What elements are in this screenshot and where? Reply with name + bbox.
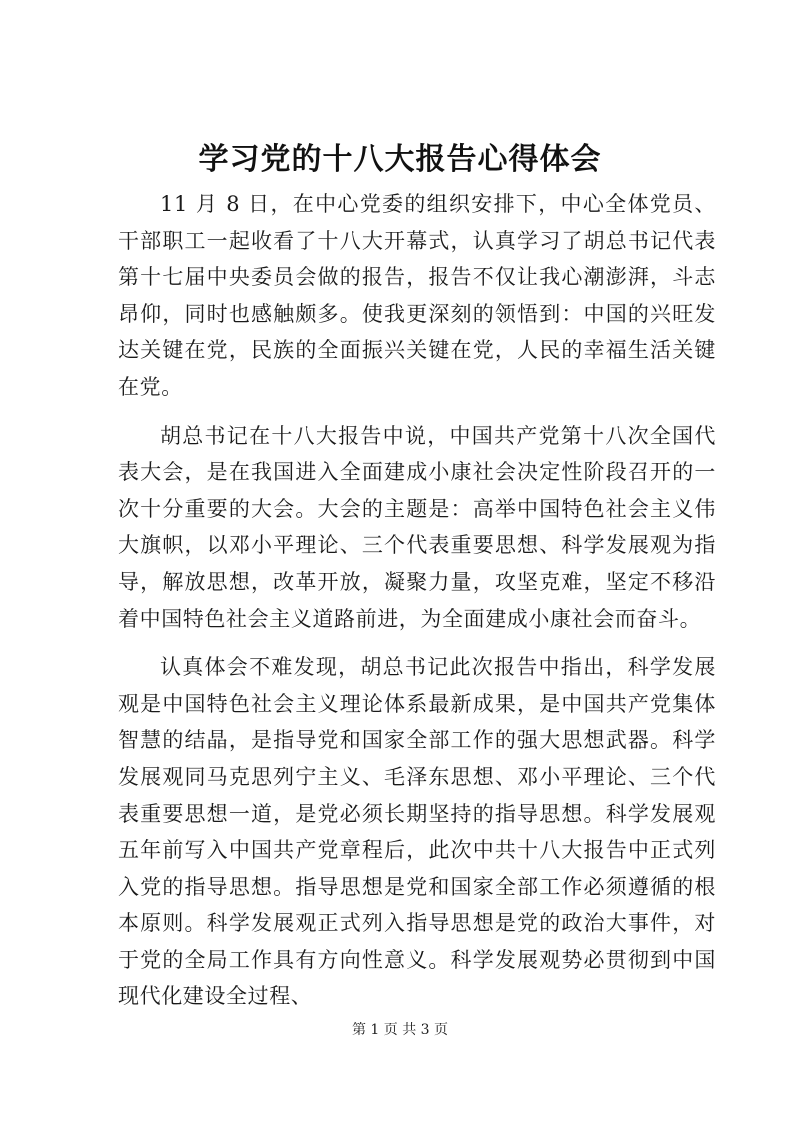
page-footer: 第 1 页 共 3 页 <box>351 1022 449 1038</box>
paragraph-1: 11 月 8 日，在中心党委的组织安排下，中心全体党员、干部职工一起收看了十八大开幕式，认真学习了胡总书记代表第十七届中央委员会做的报告，报告不仅让我心潮澎湃，斗志昂仰，同时也感触颇多。使我更深刻的领悟到：中国的兴旺发达关键在党，民族的全面振兴关键在党，人民的幸福生活关键在党。 <box>118 192 716 399</box>
paragraph-2: 胡总书记在十八大报告中说，中国共产党第十八次全国代表大会，是在我国进入全面建成小康社会决定性阶段召开的一次十分重要的大会。大会的主题是：高举中国特色社会主义伟大旗帜，以邓小平理论、三个代表重要思想、科学发展观为指导，解放思想，改革开放，凝聚力量，攻坚克难，坚定不移沿着中国特色社会主义道路前进，为全面建成小康社会而奋斗。 <box>118 423 716 631</box>
document-body <box>118 186 716 1015</box>
paragraph-3: 认真体会不难发现，胡总书记此次报告中指出，科学发展观是中国特色社会主义理论体系最新成果，是中国共产党集体智慧的结晶，是指导党和国家全部工作的强大思想武器。科学发展观同马克思列宁主义、毛泽东思想、邓小平理论、三个代表重要思想一道，是党必须长期坚持的指导思想。科学发展观五年前写入中国共产党章程后，此次中共十八大报告中正式列入党的指导思想。指导思想是党和国家全部工作必须遵循的根本原则。科学发展观正式列入指导思想是党的政治大事件，对于党的全局工作具有方向性意义。科学发展观势必贯彻到中国现代化建设全过程、 <box>118 655 716 1009</box>
page-title: 学习党的十八大报告心得体会 <box>198 142 602 177</box>
